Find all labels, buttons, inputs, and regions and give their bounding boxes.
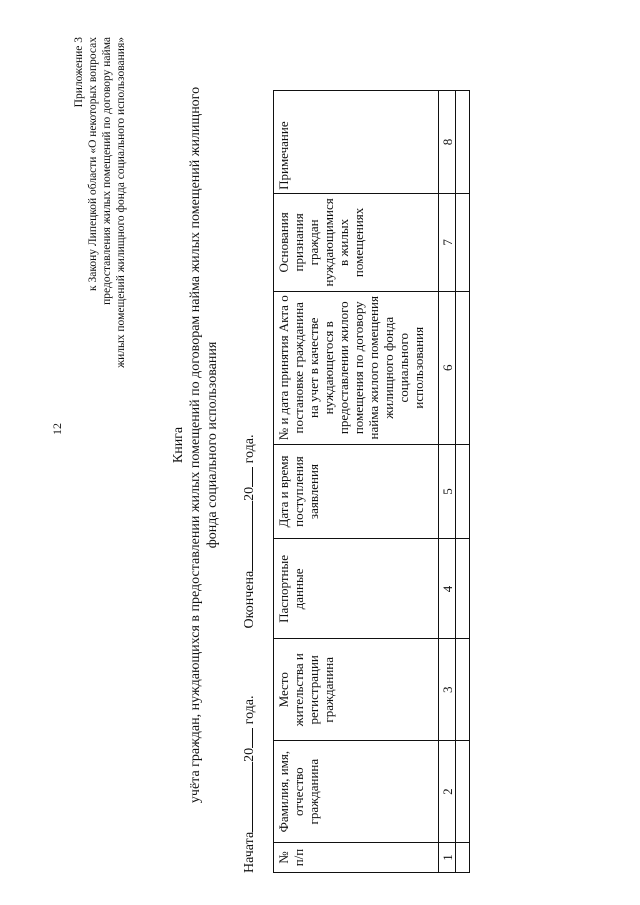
start-date-blank (240, 762, 253, 832)
column-number-cell: 2 (439, 741, 456, 843)
column-number-cell: 3 (439, 639, 456, 741)
book-title-line: фонда социального использования (205, 341, 220, 549)
empty-cell (456, 843, 470, 873)
header-cell-passport: Паспортные данные (274, 539, 439, 639)
end-year-blank (240, 467, 253, 487)
header-cell-grounds: Основания признания граждан нуждающимися в жилых помещениях (274, 193, 439, 291)
empty-cell (456, 639, 470, 741)
book-period (240, 313, 258, 873)
header-cell-residence: Место жительства и регистрации гражданина (274, 639, 439, 741)
start-label: Начата (242, 831, 257, 873)
end-date-blank (240, 501, 253, 571)
header-cell-act: № и дата принятия Акта о постановке гражданина на учет в качестве нуждающегося в предоставлении жилого помещения по договору найма жилого помещения жилищного фонда социального использования (274, 291, 439, 444)
register-table (273, 90, 470, 873)
appendix-line: предоставления жилых помещений по договору найма (101, 37, 113, 305)
column-number-cell: 1 (439, 843, 456, 873)
header-cell-application-date: Дата и время поступления заявления (274, 444, 439, 539)
end-label: Окончена (242, 570, 257, 629)
empty-cell (456, 91, 470, 194)
end-year-suffix: года. (242, 434, 257, 464)
book-title-heading: Книга (171, 426, 186, 464)
column-number-cell: 4 (439, 539, 456, 639)
empty-cell (456, 444, 470, 539)
start-year-blank (240, 728, 253, 748)
empty-cell (456, 193, 470, 291)
appendix-line: Приложение 3 (73, 37, 85, 108)
table-header-row (274, 91, 439, 873)
header-cell-number: № п/п (274, 843, 439, 873)
empty-cell (456, 539, 470, 639)
appendix-header (72, 37, 128, 457)
appendix-line: жилых помещений жилищного фонда социального использования» (115, 37, 127, 368)
page-number: 12 (50, 423, 64, 435)
header-cell-note: Примечание (274, 91, 439, 194)
end-year-prefix: 20 (242, 486, 257, 501)
rotated-page-content (30, 25, 610, 885)
appendix-line: к Закону Липецкой области «О некоторых вопросах (87, 37, 99, 291)
column-number-row (439, 91, 456, 873)
book-title-line: учёта граждан, нуждающихся в предоставлении жилых помещений по договорам найма жилых помещений жилищного (188, 86, 203, 804)
book-title (170, 65, 221, 825)
column-number-cell: 6 (439, 291, 456, 444)
start-year-prefix: 20 (242, 747, 257, 762)
empty-entry-row (456, 91, 470, 873)
column-number-cell: 5 (439, 444, 456, 539)
empty-cell (456, 741, 470, 843)
empty-cell (456, 291, 470, 444)
header-cell-name: Фамилия, имя, отчество гражданина (274, 741, 439, 843)
column-number-cell: 8 (439, 91, 456, 194)
start-year-suffix: года. (242, 695, 257, 725)
column-number-cell: 7 (439, 193, 456, 291)
